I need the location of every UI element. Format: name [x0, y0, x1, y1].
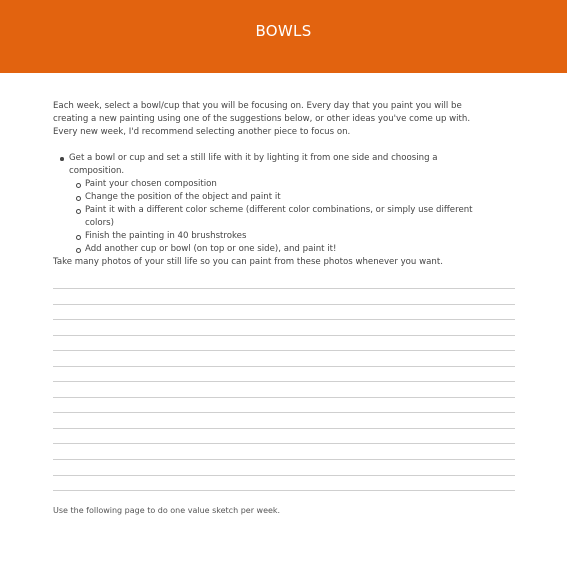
- suggestion-sublist: [69, 178, 493, 256]
- list-item: Add another cup or bowl (on top or one side), and paint it!: [85, 243, 493, 256]
- writing-line: [53, 381, 515, 382]
- writing-line: [53, 459, 515, 460]
- intro-paragraph: Each week, select a bowl/cup that you will be focusing on. Every day that you paint you will be creating a new painting using one of the suggestions below, or other ideas you've come up with. Every new week, I'd recommend selecting another piece to focus on.: [53, 101, 471, 137]
- closing-paragraph: Take many photos of your still life so you can paint from these photos whenever you want.: [53, 257, 443, 267]
- page-title: BOWLS: [255, 22, 312, 40]
- writing-line: [53, 319, 515, 320]
- writing-line: [53, 490, 515, 491]
- list-item-main: [69, 152, 493, 256]
- list-item: Paint your chosen composition: [85, 178, 493, 191]
- writing-line: [53, 350, 515, 351]
- writing-line: [53, 397, 515, 398]
- writing-line: [53, 443, 515, 444]
- writing-line: [53, 288, 515, 289]
- footer-note: Use the following page to do one value sketch per week.: [53, 506, 281, 515]
- list-item: Paint it with a different color scheme (different color combinations, or simply use different colors): [85, 204, 493, 230]
- list-item-main-text: Get a bowl or cup and set a still life with it by lighting it from one side and choosing a composition.: [69, 153, 438, 176]
- writing-line: [53, 428, 515, 429]
- header-banner: [0, 0, 567, 73]
- writing-line: [53, 304, 515, 305]
- writing-line: [53, 475, 515, 476]
- writing-line: [53, 335, 515, 336]
- writing-line: [53, 412, 515, 413]
- writing-lines: [53, 288, 515, 506]
- list-item: Change the position of the object and paint it: [85, 191, 493, 204]
- writing-line: [53, 366, 515, 367]
- main-content: [53, 100, 493, 269]
- list-item: Finish the painting in 40 brushstrokes: [85, 230, 493, 243]
- suggestion-list: [53, 152, 493, 256]
